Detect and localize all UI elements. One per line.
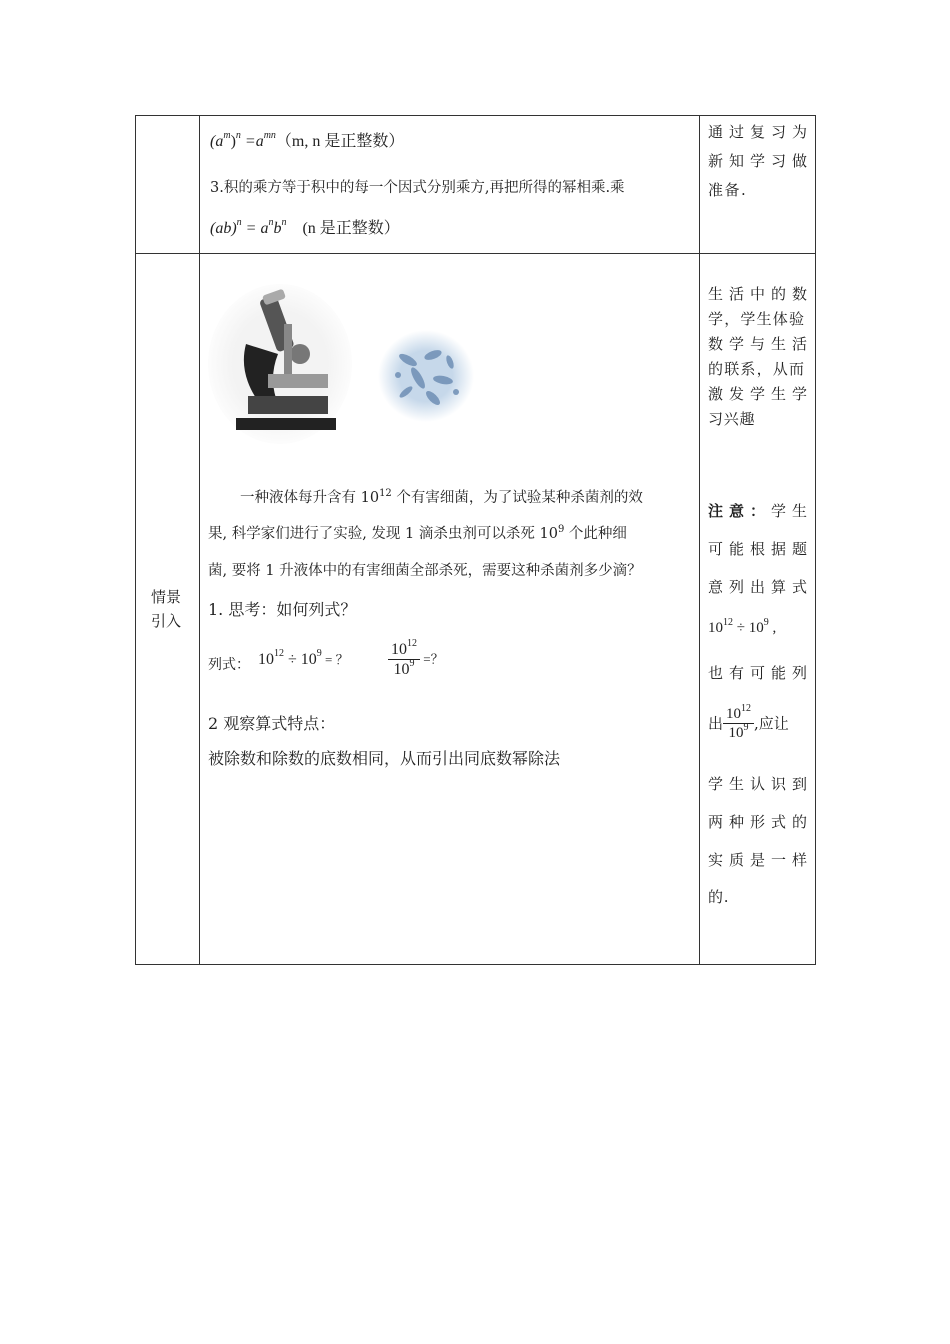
- context-note-4: 的联系，从而: [708, 360, 806, 378]
- microscope-image: [208, 284, 353, 444]
- table-border-top: [135, 115, 816, 116]
- table-border-right: [815, 115, 816, 965]
- attention-note-5: 两种形式的: [708, 813, 814, 831]
- table-col-divider-1: [199, 115, 200, 965]
- attention-note-4: 学生认识到: [708, 775, 814, 793]
- context-note-6: 习兴趣: [708, 410, 756, 428]
- bacteria-image: [378, 330, 474, 422]
- context-note-3: 数学与生活: [708, 335, 814, 353]
- question-2: 2 观察算式特点：: [208, 714, 336, 733]
- section-label-2: 引入: [151, 612, 182, 630]
- problem-text-line-3: 菌, 要将 1 升液体中的有害细菌全部杀死，需要这种杀菌剂多少滴？: [208, 563, 642, 579]
- question-2-answer: 被除数和除数的底数相同，从而引出同底数幂除法: [208, 749, 561, 768]
- review-note-1: 通过复习为: [708, 123, 814, 141]
- attention-note-6: 实质是一样: [708, 851, 814, 869]
- table-border-bottom: [135, 964, 816, 965]
- product-power-rule: 3.积的乘方等于积中的每一个因式分别乘方,再把所得的幂相乘.乘: [210, 180, 625, 196]
- power-of-power-formula: $(a^m)^n =a^{mn}(m$, n 是正整数）: [210, 130, 405, 150]
- problem-text-line-1: 一种液体每升含有 $10^{12}$ 个有害细菌，为了试验某种杀菌剂的效: [240, 488, 643, 506]
- context-note-5: 激发学生学: [708, 385, 814, 403]
- division-formula: $10^{12} \div 10^9$ = ？: [258, 648, 349, 668]
- attention-note-title: 注意：学生: [708, 502, 814, 520]
- table-border-left: [135, 115, 136, 965]
- attention-note-7: 的.: [708, 888, 730, 906]
- attention-note-1: 可能根据题: [708, 540, 814, 558]
- product-power-formula: $(ab)^n = a^nb^n$ (n 是正整数）: [210, 217, 400, 237]
- problem-text-line-2: 果, 科学家们进行了实验, 发现 1 滴杀虫剂可以杀死 $10^9$ 个此种细: [208, 524, 627, 542]
- table-col-divider-2: [699, 115, 700, 965]
- section-label-1: 情景: [151, 588, 182, 606]
- attention-note-fraction: 出 $\frac{10^{12}}{10^9}$ ,应让: [708, 703, 789, 741]
- table-row-divider: [135, 253, 816, 254]
- attention-note-formula: $10^{12} \div 10^9$ ,: [708, 617, 777, 636]
- question-1: 1. 思考：如何列式？: [208, 600, 357, 619]
- attention-note-3: 也有可能列: [708, 664, 814, 682]
- formula-label: 列式：: [208, 657, 250, 673]
- context-note-1: 生活中的数: [708, 285, 814, 303]
- attention-note-2: 意列出算式: [708, 578, 814, 596]
- fraction-formula: $\frac{10^{12}}{10^9}$ =？: [388, 640, 444, 679]
- context-note-2: 学，学生体验: [708, 310, 806, 328]
- review-note-3: 准备.: [708, 181, 748, 199]
- review-note-2: 新知学习做: [708, 152, 814, 170]
